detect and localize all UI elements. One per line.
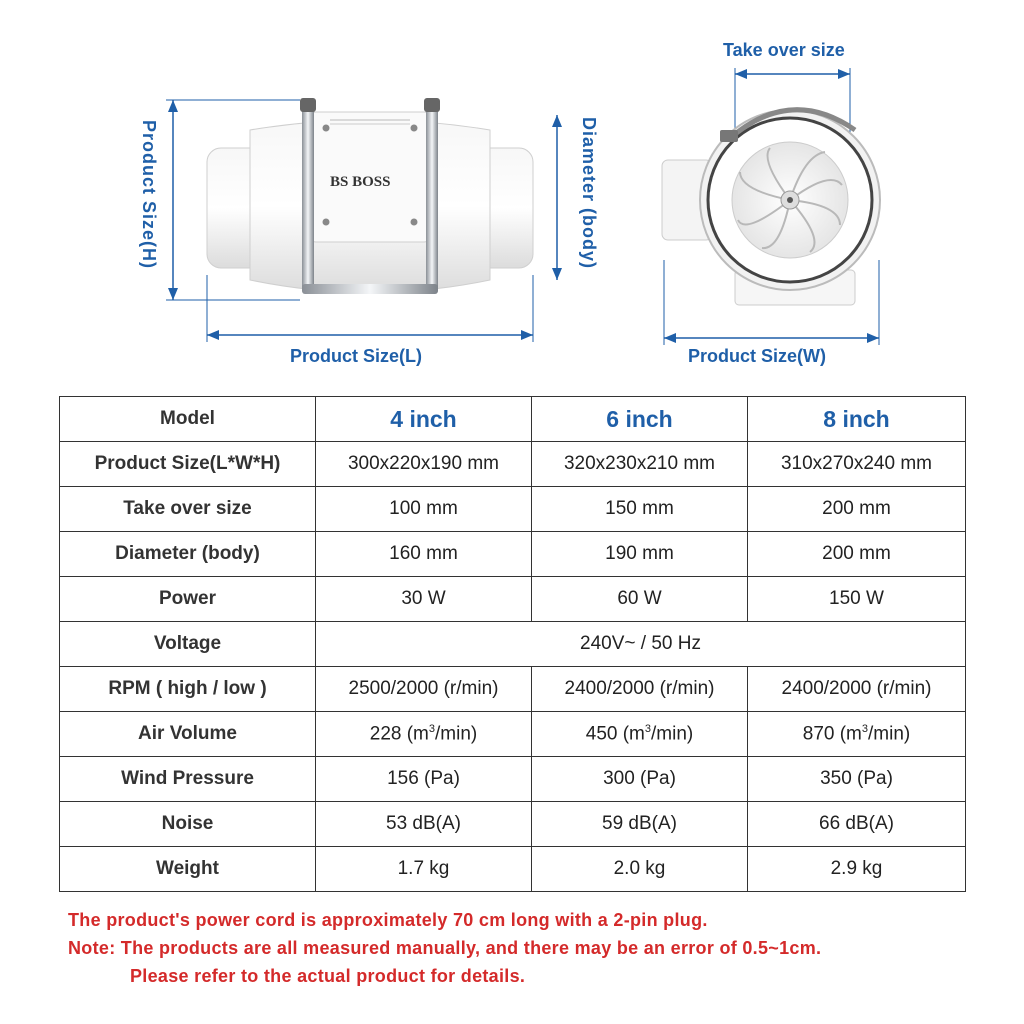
table-row — [60, 487, 966, 532]
product-width-label: Product Size(W) — [688, 346, 826, 366]
front-view-diagram — [650, 60, 900, 360]
row-label: Wind Pressure — [60, 757, 316, 802]
product-height-label: Product Size(H) — [139, 120, 159, 270]
table-cell: 300x220x190 mm — [316, 442, 532, 487]
row-label: Take over size — [60, 487, 316, 532]
header-col-8inch: 8 inch — [748, 397, 966, 442]
unit-suffix: /min) — [651, 723, 694, 745]
table-cell — [532, 712, 748, 757]
table-cell: 1.7 kg — [316, 847, 532, 892]
table-cell: 150 mm — [532, 487, 748, 532]
table-cell: 2400/2000 (r/min) — [748, 667, 966, 712]
header-model-label: Model — [60, 397, 316, 442]
row-label: Power — [60, 577, 316, 622]
table-cell: 320x230x210 mm — [532, 442, 748, 487]
table-cell: 310x270x240 mm — [748, 442, 966, 487]
table-cell: 100 mm — [316, 487, 532, 532]
table-row — [60, 757, 966, 802]
table-row — [60, 532, 966, 577]
header-col-6inch: 6 inch — [532, 397, 748, 442]
brand-logo: BS BOSS — [330, 174, 391, 190]
table-row — [60, 712, 966, 757]
unit-suffix: /min) — [435, 723, 478, 745]
diameter-body-label: Diameter (body) — [579, 117, 599, 270]
table-row — [60, 442, 966, 487]
product-length-label: Product Size(L) — [290, 346, 423, 366]
table-row — [60, 577, 966, 622]
table-cell: 2.9 kg — [748, 847, 966, 892]
table-row — [60, 622, 966, 667]
table-cell: 2400/2000 (r/min) — [532, 667, 748, 712]
header-col-4inch: 4 inch — [316, 397, 532, 442]
table-cell: 30 W — [316, 577, 532, 622]
table-cell: 160 mm — [316, 532, 532, 577]
table-cell: 150 W — [748, 577, 966, 622]
note-measurement: Note: The products are all measured manually, and there may be an error of 0.5~1cm. — [68, 938, 822, 958]
note-refer-product: Please refer to the actual product for details. — [130, 966, 526, 986]
cell-value: 870 — [802, 723, 835, 745]
table-cell: 60 W — [532, 577, 748, 622]
table-cell: 190 mm — [532, 532, 748, 577]
spec-table — [59, 396, 966, 892]
row-label: Weight — [60, 847, 316, 892]
table-cell — [748, 712, 966, 757]
table-cell: 53 dB(A) — [316, 802, 532, 847]
table-cell: 66 dB(A) — [748, 802, 966, 847]
table-cell: 200 mm — [748, 487, 966, 532]
table-cell: 2500/2000 (r/min) — [316, 667, 532, 712]
row-label: Product Size(L*W*H) — [60, 442, 316, 487]
cell-value: 450 — [585, 723, 618, 745]
table-cell: 59 dB(A) — [532, 802, 748, 847]
row-label: Air Volume — [60, 712, 316, 757]
unit-sup: 3 — [644, 722, 652, 735]
note-power-cord: The product's power cord is approximately 70 cm long with a 2-pin plug. — [68, 910, 708, 930]
row-label: RPM ( high / low ) — [60, 667, 316, 712]
unit-sup: 3 — [428, 722, 436, 735]
table-row — [60, 667, 966, 712]
table-cell — [316, 712, 532, 757]
table-cell: 200 mm — [748, 532, 966, 577]
table-header-row — [60, 397, 966, 442]
table-row — [60, 847, 966, 892]
side-view-diagram — [130, 90, 610, 380]
table-cell: 2.0 kg — [532, 847, 748, 892]
unit-suffix: /min) — [868, 723, 911, 745]
table-row — [60, 802, 966, 847]
unit-sup: 3 — [861, 722, 869, 735]
cell-value: 228 — [369, 723, 402, 745]
table-cell: 300 (Pa) — [532, 757, 748, 802]
takeover-size-label: Take over size — [723, 40, 845, 60]
unit-prefix: (m — [617, 723, 645, 745]
table-cell: 156 (Pa) — [316, 757, 532, 802]
unit-prefix: (m — [834, 723, 862, 745]
row-label: Diameter (body) — [60, 532, 316, 577]
table-cell: 350 (Pa) — [748, 757, 966, 802]
table-cell-merged: 240V~ / 50 Hz — [316, 622, 966, 667]
row-label: Noise — [60, 802, 316, 847]
unit-prefix: (m — [401, 723, 429, 745]
row-label: Voltage — [60, 622, 316, 667]
